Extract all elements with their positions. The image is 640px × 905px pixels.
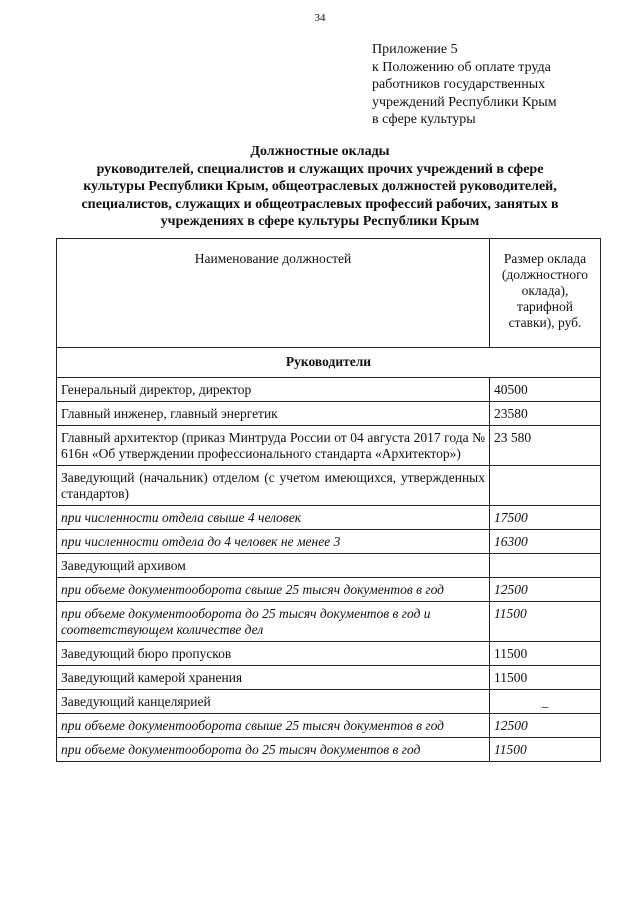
position-name: Главный инженер, главный энергетик <box>57 402 490 426</box>
position-name: при объеме документооборота до 25 тысяч документов в год и соответствующем количестве дел <box>57 602 490 642</box>
appendix-line: к Положению об оплате труда <box>372 59 551 75</box>
salary-value: 12500 <box>490 578 601 602</box>
position-name: при объеме документооборота свыше 25 тысяч документов в год <box>57 714 490 738</box>
table-row <box>57 578 601 602</box>
appendix-line: в сфере культуры <box>372 112 476 127</box>
appendix-line: Приложение 5 <box>372 42 458 57</box>
title-line: учреждениях в сфере культуры Республики Крым <box>160 214 480 229</box>
position-name: Генеральный директор, директор <box>57 378 490 402</box>
salary-value <box>490 554 601 578</box>
appendix-note <box>372 41 557 129</box>
section-title: Руководители <box>57 348 601 378</box>
salary-value: 16300 <box>490 530 601 554</box>
table-row <box>57 466 601 506</box>
table-header-row <box>57 239 601 348</box>
table-row <box>57 378 601 402</box>
title-line: Должностные оклады <box>250 144 390 159</box>
salary-value: 11500 <box>490 642 601 666</box>
salary-value: 17500 <box>490 506 601 530</box>
table-row <box>57 506 601 530</box>
salary-value <box>490 466 601 506</box>
table-row <box>57 602 601 642</box>
table-row <box>57 554 601 578</box>
title-line: специалистов, служащих и общеотраслевых профессий рабочих, занятых в <box>81 196 559 212</box>
table-row <box>57 402 601 426</box>
position-name: при объеме документооборота свыше 25 тысяч документов в год <box>57 578 490 602</box>
appendix-line: работников государственных <box>372 77 546 92</box>
salary-value: 40500 <box>490 378 601 402</box>
section-row <box>57 348 601 378</box>
document-title <box>40 143 600 231</box>
column-header-salary: Размер оклада (должностного оклада), тарифной ставки), руб. <box>490 239 601 348</box>
salary-value: 11500 <box>490 738 601 762</box>
position-name: Заведующий бюро пропусков <box>57 642 490 666</box>
position-name: при объеме документооборота до 25 тысяч документов в год <box>57 738 490 762</box>
table-row <box>57 530 601 554</box>
title-line: культуры Республики Крым, общеотраслевых должностей руководителей, <box>83 179 557 194</box>
salary-value: 23 580 <box>490 426 601 466</box>
position-name: Главный архитектор (приказ Минтруда России от 04 августа 2017 года № 616н «Об утверждении профессионального стандарта «Архитектор») <box>57 426 490 466</box>
page-number: 34 <box>314 12 326 24</box>
title-line: руководителей, специалистов и служащих прочих учреждений в сфере <box>96 161 544 177</box>
appendix-line: учреждений Республики Крым <box>372 94 557 110</box>
table-row <box>57 426 601 466</box>
column-header-position: Наименование должностей <box>57 239 490 348</box>
position-name: Заведующий камерой хранения <box>57 666 490 690</box>
salary-value: _ <box>490 690 601 714</box>
salary-value: 11500 <box>490 666 601 690</box>
position-name: Заведующий архивом <box>57 554 490 578</box>
position-name: Заведующий канцелярией <box>57 690 490 714</box>
position-name: при численности отдела свыше 4 человек <box>57 506 490 530</box>
salary-table <box>56 238 601 762</box>
table-row <box>57 714 601 738</box>
position-name: Заведующий (начальник) отделом (с учетом имеющихся, утвержденных стандартов) <box>57 466 490 506</box>
salary-value: 12500 <box>490 714 601 738</box>
position-name: при численности отдела до 4 человек не менее 3 <box>57 530 490 554</box>
salary-value: 11500 <box>490 602 601 642</box>
salary-value: 23580 <box>490 402 601 426</box>
table-row <box>57 690 601 714</box>
table-row <box>57 642 601 666</box>
table-row <box>57 666 601 690</box>
table-row <box>57 738 601 762</box>
